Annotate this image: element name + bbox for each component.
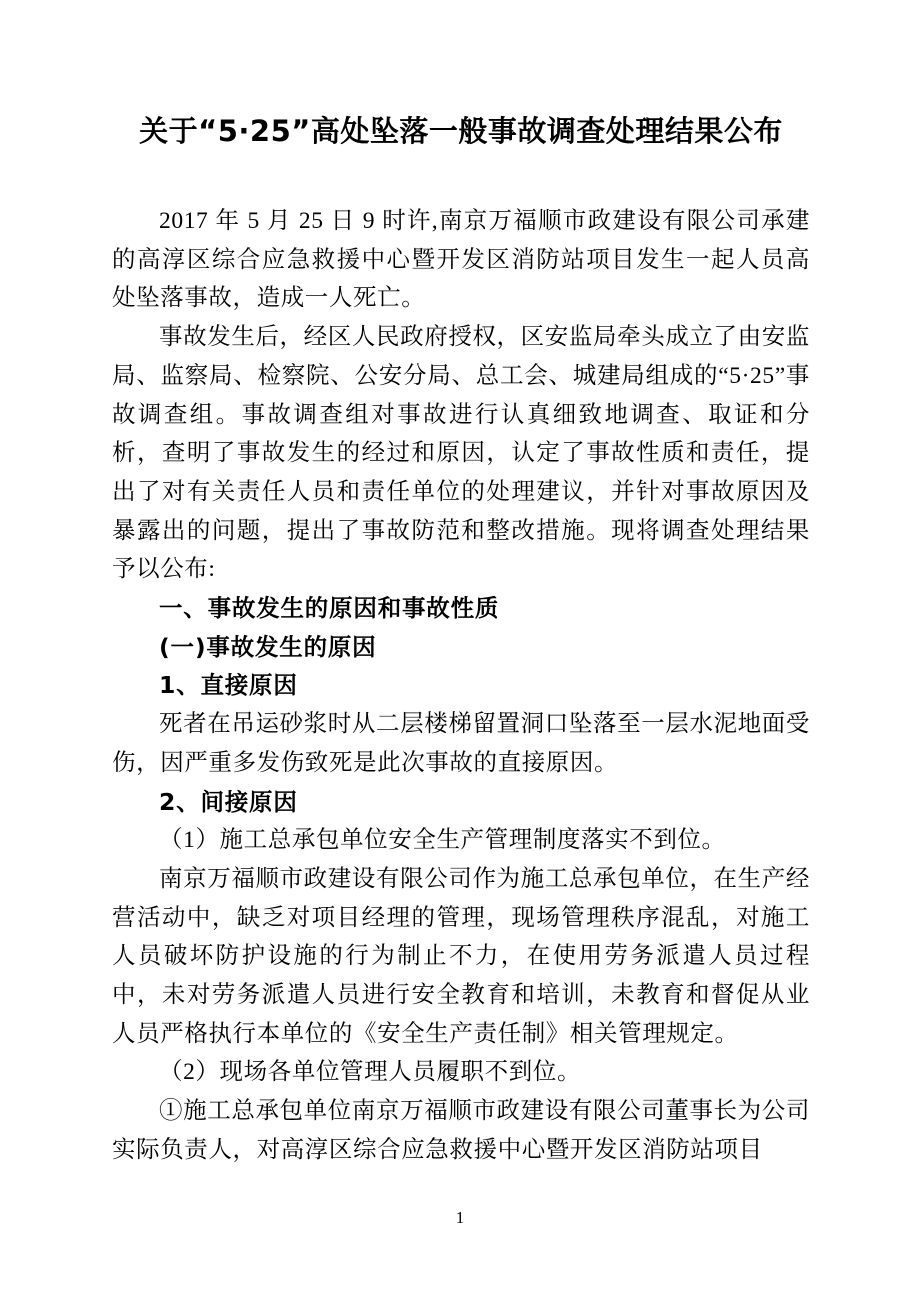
paragraph-indirect-cause-1-detail: 南京万福顺市政建设有限公司作为施工总承包单位，在生产经营活动中，缺乏对项目经理的管理，现场管理秩序混乱，对施工人员破坏防护设施的行为制止不力，在使用劳务派遣人员过程中，未对劳务派遣人员进行安全教育和培训，未教育和督促从业人员严格执行本单位的《安全生产责任制》相关管理规定。 <box>112 865 810 1047</box>
heading-subsection-cause: (一)事故发生的原因 <box>159 632 377 661</box>
paragraph-indirect-cause-2: （2）现场各单位管理人员履职不到位。 <box>159 1059 582 1086</box>
paragraph-indirect-cause-1: （1）施工总承包单位安全生产管理制度落实不到位。 <box>159 827 726 854</box>
paragraph-direct-cause-detail: 死者在吊运砂浆时从二层楼梯留置洞口坠落至一层水泥地面受伤，因严重多发伤致死是此次事故的直接原因。 <box>112 711 810 776</box>
heading-direct-cause: 1、直接原因 <box>159 671 298 700</box>
paragraph-indirect-cause-2-detail: ①施工总承包单位南京万福顺市政建设有限公司董事长为公司实际负责人，对高淳区综合应急救援中心暨开发区消防站项目 <box>112 1098 810 1163</box>
paragraph-accident-intro: 2017 年 5 月 25 日 9 时许,南京万福顺市政建设有限公司承建的高淳区综合应急救援中心暨开发区消防站项目发生一起人员高处坠落事故，造成一人死亡。 <box>112 208 810 312</box>
document-content <box>112 110 810 1170</box>
page-number: 1 <box>455 1208 465 1227</box>
document-title: 关于“5·25”高处坠落一般事故调查处理结果公布 <box>139 114 783 148</box>
heading-indirect-cause: 2、间接原因 <box>159 787 298 816</box>
heading-section-one-cause-and-nature: 一、事故发生的原因和事故性质 <box>159 594 500 623</box>
paragraph-investigation-team: 事故发生后，经区人民政府授权，区安监局牵头成立了由安监局、监察局、检察院、公安分局、总工会、城建局组成的“5·25”事故调查组。事故调查组对事故进行认真细致地调查、取证和分析，查明了事故发生的经过和原因，认定了事故性质和责任，提出了对有关责任人员和责任单位的处理建议，并针对事故原因及暴露出的问题，提出了事故防范和整改措施。现将调查处理结果予以公布: <box>112 324 810 583</box>
